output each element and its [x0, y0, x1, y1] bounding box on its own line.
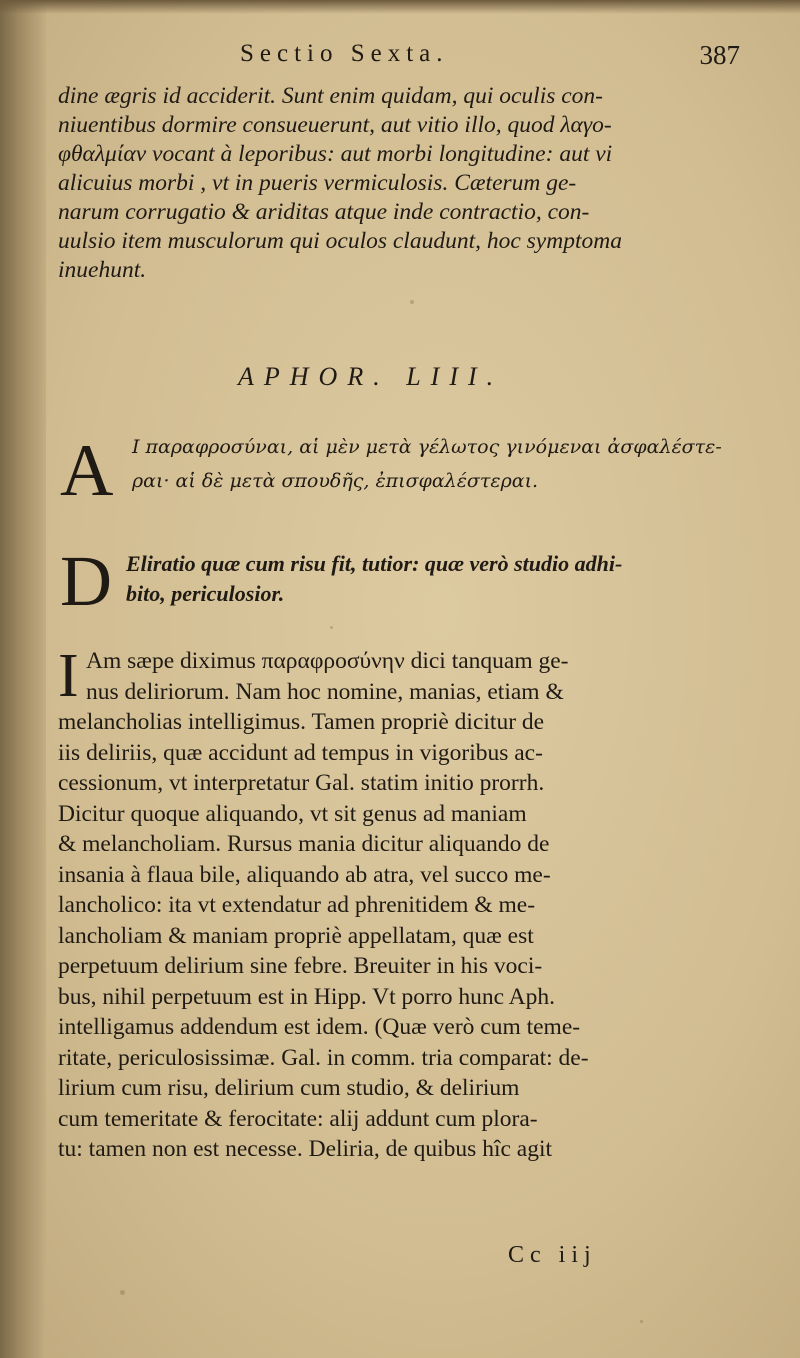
- text-line: lancholiam & maniam propriè appellatam, quæ est: [58, 922, 534, 949]
- paper-speck: [410, 300, 414, 304]
- text-line: nus deliriorum. Nam hoc nomine, manias, etiam &: [86, 678, 564, 705]
- text-line: alicuius morbi , vt in pueris vermiculosis. Cæterum ge-: [58, 170, 577, 196]
- commentary-body: [58, 642, 744, 1165]
- latin-line: bito, periculosior.: [126, 581, 285, 606]
- text-line: intelligamus addendum est idem. (Quæ verò cum teme-: [58, 1014, 581, 1040]
- page-top-edge: [0, 0, 800, 14]
- text-line: melancholias intelligimus. Tamen propriè dicitur de: [58, 709, 545, 735]
- latin-aphorism: [60, 541, 740, 621]
- aphorism-heading: APHOR. LIII.: [238, 362, 504, 391]
- paper-speck: [330, 626, 333, 629]
- running-header: [150, 40, 740, 80]
- page-number: 387: [699, 40, 740, 70]
- text-line: lancholico: ita vt extendatur ad phrenitidem & me-: [58, 892, 536, 918]
- text-line: lirium cum risu, delirium cum studio, & delirium: [58, 1075, 520, 1101]
- text-line: ritate, periculosissimæ. Gal. in comm. tria comparat: de-: [58, 1044, 589, 1071]
- text-line: & melancholiam. Rursus mania dicitur aliquando de: [58, 831, 550, 857]
- greek-aphorism: [60, 430, 740, 510]
- text-line: narum corrugatio & ariditas atque inde contractio, con-: [58, 199, 590, 225]
- paper-speck: [640, 1320, 643, 1323]
- latin-line: Eliratio quæ cum risu fit, tutior: quæ verò studio adhi-: [126, 551, 623, 576]
- text-line: cessionum, vt interpretatur Gal. statim initio prorrh.: [58, 770, 545, 796]
- commentary-drop-cap: I: [58, 642, 79, 710]
- text-line: inuehunt.: [58, 257, 147, 283]
- text-line: Am sæpe diximus παραφροσύνην dici tanquam ge-: [86, 648, 569, 674]
- text-line: niuentibus dormire consueuerunt, aut vitio illo, quod λαγο-: [58, 112, 612, 138]
- greek-line: ραι· αἱ δὲ μετὰ σπουδῆς, ἐπισφαλέστεραι.: [132, 470, 539, 492]
- page-gutter-shadow: [0, 0, 46, 1358]
- signature-mark: Cc iij: [508, 1242, 597, 1268]
- text-line: dine ægris id acciderit. Sunt enim quidam, qui oculis con-: [58, 83, 604, 109]
- text-line: Dicitur quoque aliquando, vt sit genus ad maniam: [58, 800, 527, 827]
- text-line: φθαλμίαν vocant à leporibus: aut morbi longitudine: aut vi: [58, 141, 613, 167]
- greek-drop-cap: A: [60, 430, 114, 512]
- text-line: insania à flaua bile, aliquando ab atra, vel succo me-: [58, 861, 551, 888]
- text-line: bus, nihil perpetuum est in Hipp. Vt porro hunc Aph.: [58, 983, 555, 1010]
- text-line: perpetuum delirium sine febre. Breuiter in his voci-: [58, 953, 543, 979]
- text-line: iis deliriis, quæ accidunt ad tempus in vigoribus ac-: [58, 739, 543, 766]
- paper-speck: [120, 1290, 125, 1295]
- running-title: Sectio Sexta.: [240, 40, 449, 67]
- commentary-continuation: [58, 82, 738, 285]
- greek-line: Ι παραφροσύναι, αἱ μὲν μετὰ γέλωτος γινόμεναι ἀσφαλέστε-: [132, 436, 722, 458]
- latin-drop-cap: D: [60, 541, 112, 621]
- text-line: uulsio item musculorum qui oculos claudunt, hoc symptoma: [58, 228, 622, 254]
- text-line: cum temeritate & ferocitate: alij addunt cum plora-: [58, 1105, 538, 1132]
- text-line: tu: tamen non est necesse. Deliria, de quibus hîc agit: [58, 1136, 553, 1162]
